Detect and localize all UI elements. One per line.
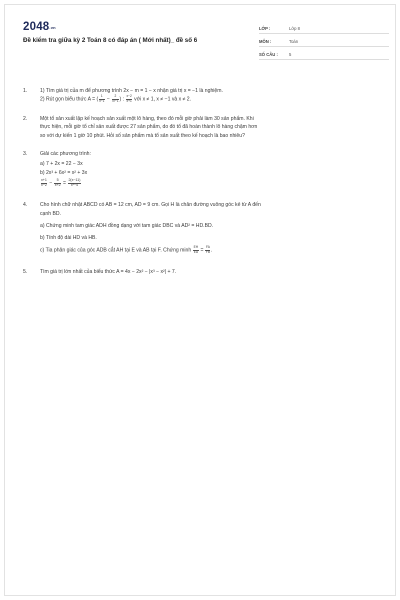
question-text: Một tổ sản xuất lập kế hoạch sản xuất một lô hàng, theo đó mỗi giờ phải làm 30 sản phẩm. Khi <box>40 116 254 123</box>
question-number: 1. <box>23 88 28 94</box>
question-number: 4. <box>23 202 28 209</box>
meta-key: LỚP : <box>259 25 271 31</box>
page-title: Đề kiểm tra giữa kỳ 2 Toán 8 có đáp án ( Mới nhất)_ đề số 6 <box>23 37 198 44</box>
meta-key: SỐ CÂU : <box>259 51 278 57</box>
question-text: so với dự kiến 1 giờ 10 phút. Hỏi số sản phẩm mà tổ sản xuất theo kế hoạch là bao nhiêu? <box>40 132 245 139</box>
question-text: Tìm giá trị lớn nhất của biểu thức A = 4x − 2x² − |x³ − x²| + 7. <box>40 268 177 275</box>
question-text: a) Chứng minh tam giác ADH đồng dạng với tam giác DBC và AD² = HD.BD. <box>40 223 214 230</box>
meta-key: MÔN : <box>259 38 272 44</box>
meta-value: Lớp 8 <box>289 25 300 31</box>
meta-row-subject <box>259 36 389 47</box>
question-3 <box>23 150 368 189</box>
question-2 <box>23 115 368 140</box>
meta-row-class <box>259 23 389 34</box>
question-text: a) 7 + 2x = 22 − 3x <box>40 160 83 167</box>
question-1 <box>23 87 368 104</box>
question-text: b) Tính độ dài HD và HB. <box>40 235 97 242</box>
logo-text: 2048 <box>23 21 50 33</box>
logo-suffix: .vn <box>49 25 56 30</box>
question-list <box>23 87 368 276</box>
meta-value: 5 <box>289 51 292 57</box>
question-number: 2. <box>23 116 28 123</box>
question-text: Cho hình chữ nhật ABCD có AB = 12 cm, AD = 9 cm. Gọi H là chân đường vuông góc kẻ từ A đến <box>40 202 261 209</box>
question-text: thực hiện, mỗi giờ tổ chỉ sản xuất được 27 sản phẩm, do đó tổ đã hoàn thành lô hàng chậm hơn <box>40 124 258 131</box>
question-4 <box>23 201 368 255</box>
site-logo[interactable] <box>23 21 56 33</box>
question-number: 5. <box>23 268 28 275</box>
question-text: cạnh BD. <box>40 211 61 218</box>
question-text: Giải các phương trình: <box>40 151 91 158</box>
meta-value: Toán <box>289 38 299 44</box>
meta-row-count <box>259 49 389 60</box>
question-text: b) 2x³ + 6x² = x² + 3x <box>40 170 88 177</box>
question-number: 3. <box>23 151 28 158</box>
question-5 <box>23 268 368 276</box>
question-text: c) Tia phân giác của góc ADB cắt AH tại E và AB tại F. Chứng minh $\frac{EH}{EA}$ = $\frac{FA}{FB}$ . <box>40 245 213 254</box>
question-text: 1) Tìm giá trị của m để phương trình 2x − m = 1 − x nhận giá trị x = −1 là nghiệm. <box>40 88 223 94</box>
equation-c: $\frac{x+1}{x-2}$ − $\frac{5}{x+2}$ = $\frac{2(x-11)}{\text{x²−4}}$ <box>41 178 81 187</box>
document-page <box>4 4 396 596</box>
question-text: 2) Rút gọn biểu thức A = ( $\frac{1}{x-1}$ − $\frac{2}{\text{x²−1}}$ ) : $\frac{x-2}{x+1}$ với x ≠ 1, x ≠ −1 và x ≠ 2. <box>40 94 192 103</box>
meta-info <box>259 23 389 62</box>
